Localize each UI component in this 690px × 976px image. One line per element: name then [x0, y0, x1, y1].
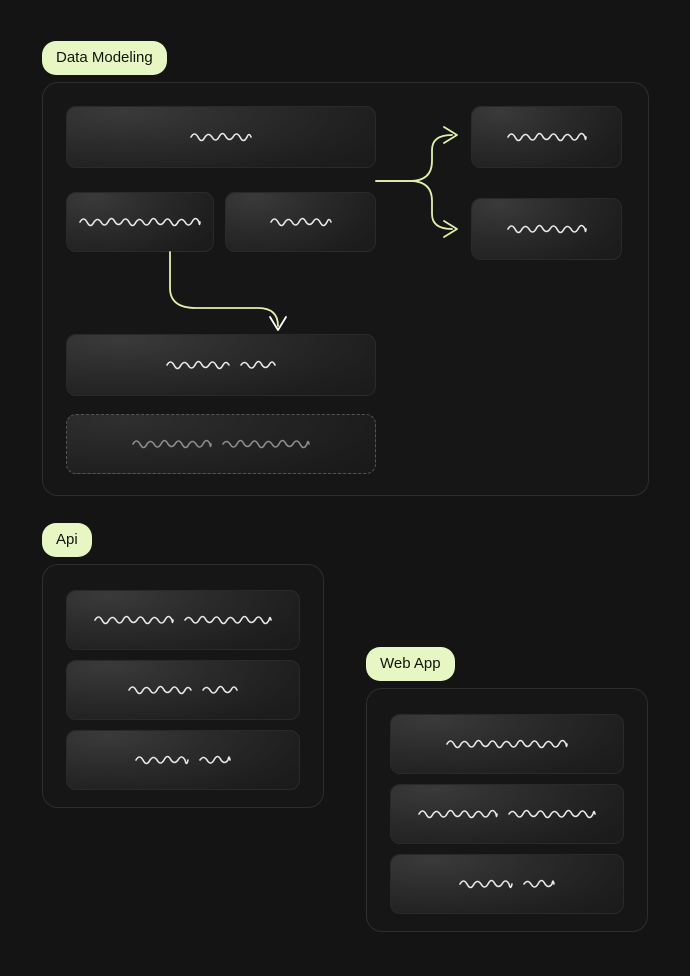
node-web-node-2[interactable]	[390, 784, 624, 844]
handwriting-scribble	[443, 734, 571, 754]
group-label-data-modeling[interactable]: Data Modeling	[42, 41, 167, 75]
handwriting-scribble	[504, 127, 590, 147]
node-web-node-3[interactable]	[390, 854, 624, 914]
node-dm-node-5[interactable]	[471, 198, 622, 260]
node-dm-node-6[interactable]	[66, 334, 376, 396]
handwriting-scribble	[91, 610, 275, 630]
handwriting-scribble	[456, 874, 558, 894]
node-api-node-1[interactable]	[66, 590, 300, 650]
node-api-node-3[interactable]	[66, 730, 300, 790]
node-api-node-2[interactable]	[66, 660, 300, 720]
handwriting-scribble	[76, 212, 204, 232]
handwriting-scribble	[129, 434, 313, 454]
handwriting-scribble	[267, 212, 335, 232]
handwriting-scribble	[163, 355, 279, 375]
node-dm-node-2[interactable]	[66, 192, 214, 252]
node-web-node-1[interactable]	[390, 714, 624, 774]
handwriting-scribble	[125, 680, 241, 700]
node-dm-node-7[interactable]	[66, 414, 376, 474]
handwriting-scribble	[415, 804, 599, 824]
node-dm-node-3[interactable]	[225, 192, 376, 252]
handwriting-scribble	[132, 750, 234, 770]
node-dm-node-4[interactable]	[471, 106, 622, 168]
node-dm-node-1[interactable]	[66, 106, 376, 168]
group-label-api[interactable]: Api	[42, 523, 92, 557]
handwriting-scribble	[187, 127, 255, 147]
handwriting-scribble	[504, 219, 590, 239]
group-label-web-app[interactable]: Web App	[366, 647, 455, 681]
